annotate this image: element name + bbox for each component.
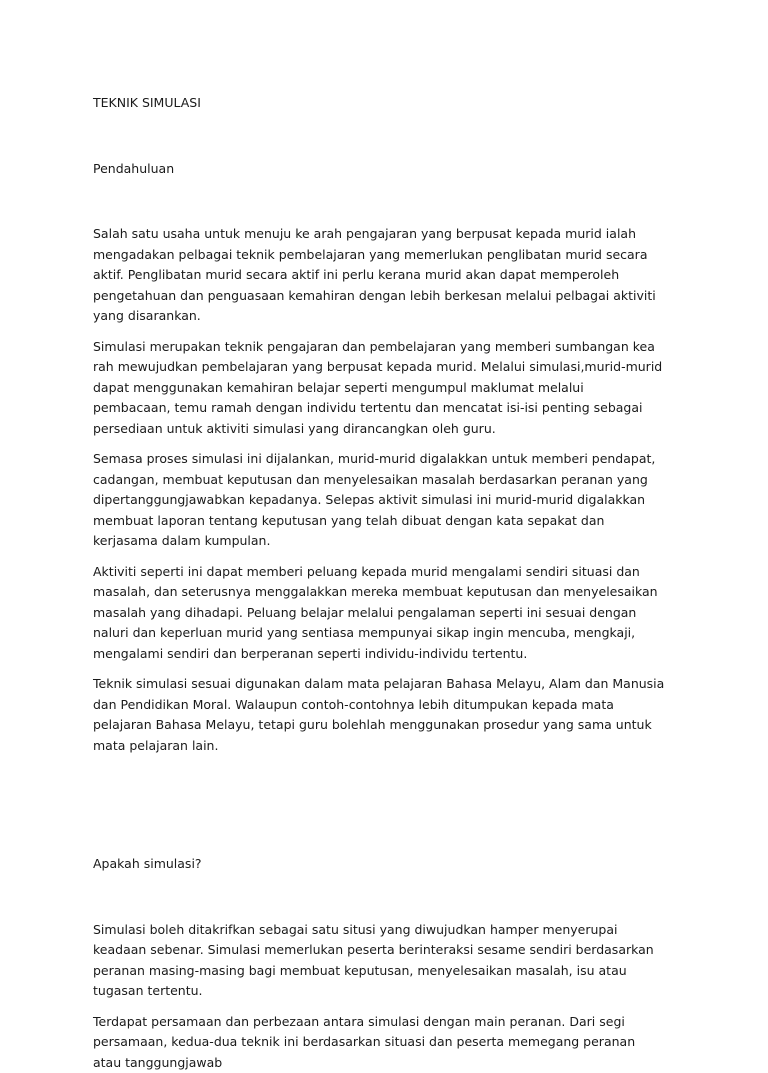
document-body bbox=[93, 93, 665, 1073]
section-heading-pendahuluan: Pendahuluan bbox=[93, 159, 665, 180]
document-title: TEKNIK SIMULASI bbox=[93, 93, 665, 114]
paragraph: Simulasi merupakan teknik pengajaran dan pembelajaran yang memberi sumbangan kea rah mewujudkan pembelajaran yang berpusat kepada murid. Melalui simulasi,murid-murid dapat menggunakan kemahiran belajar seperti mengumpul maklumat melalui pembacaan, temu ramah dengan individu tertentu dan mencatat isi-isi penting sebagai persediaan untuk aktiviti simulasi yang dirancangkan oleh guru. bbox=[93, 337, 665, 440]
paragraph: Salah satu usaha untuk menuju ke arah pengajaran yang berpusat kepada murid ialah mengadakan pelbagai teknik pembelajaran yang memerlukan penglibatan murid secara aktif. Penglibatan murid secara aktif ini perlu kerana murid akan dapat memperoleh pengetahuan dan penguasaan kemahiran dengan lebih berkesan melalui pelbagai aktiviti yang disarankan. bbox=[93, 224, 665, 327]
paragraph: Teknik simulasi sesuai digunakan dalam mata pelajaran Bahasa Melayu, Alam dan Manusia dan Pendidikan Moral. Walaupun contoh-contohnya lebih ditumpukan kepada mata pelajaran Bahasa Melayu, tetapi guru bolehlah menggunakan prosedur yang sama untuk mata pelajaran lain. bbox=[93, 674, 665, 756]
section-heading-apakah-simulasi: Apakah simulasi? bbox=[93, 854, 665, 875]
paragraph: Semasa proses simulasi ini dijalankan, murid-murid digalakkan untuk memberi pendapat, cadangan, membuat keputusan dan menyelesaikan masalah berdasarkan peranan yang dipertanggungjawabkan kepadanya. Selepas aktivit simulasi ini murid-murid digalakkan membuat laporan tentang keputusan yang telah dibuat dengan kata sepakat dan kerjasama dalam kumpulan. bbox=[93, 449, 665, 552]
paragraph: Aktiviti seperti ini dapat memberi peluang kepada murid mengalami sendiri situasi dan masalah, dan seterusnya menggalakkan mereka membuat keputusan dan menyelesaikan masalah yang dihadapi. Peluang belajar melalui pengalaman seperti ini sesuai dengan naluri dan keperluan murid yang sentiasa mempunyai sikap ingin mencuba, mengkaji, mengalami sendiri dan berperanan seperti individu-individu tertentu. bbox=[93, 562, 665, 665]
paragraph: Terdapat persamaan dan perbezaan antara simulasi dengan main peranan. Dari segi persamaan, kedua-dua teknik ini berdasarkan situasi dan peserta memegang peranan atau tanggungjawab bbox=[93, 1012, 665, 1073]
paragraph: Simulasi boleh ditakrifkan sebagai satu situsi yang diwujudkan hamper menyerupai keadaan sebenar. Simulasi memerlukan peserta berinteraksi sesame sendiri berdasarkan peranan masing-masing bagi membuat keputusan, menyelesaikan masalah, isu atau tugasan tertentu. bbox=[93, 920, 665, 1002]
